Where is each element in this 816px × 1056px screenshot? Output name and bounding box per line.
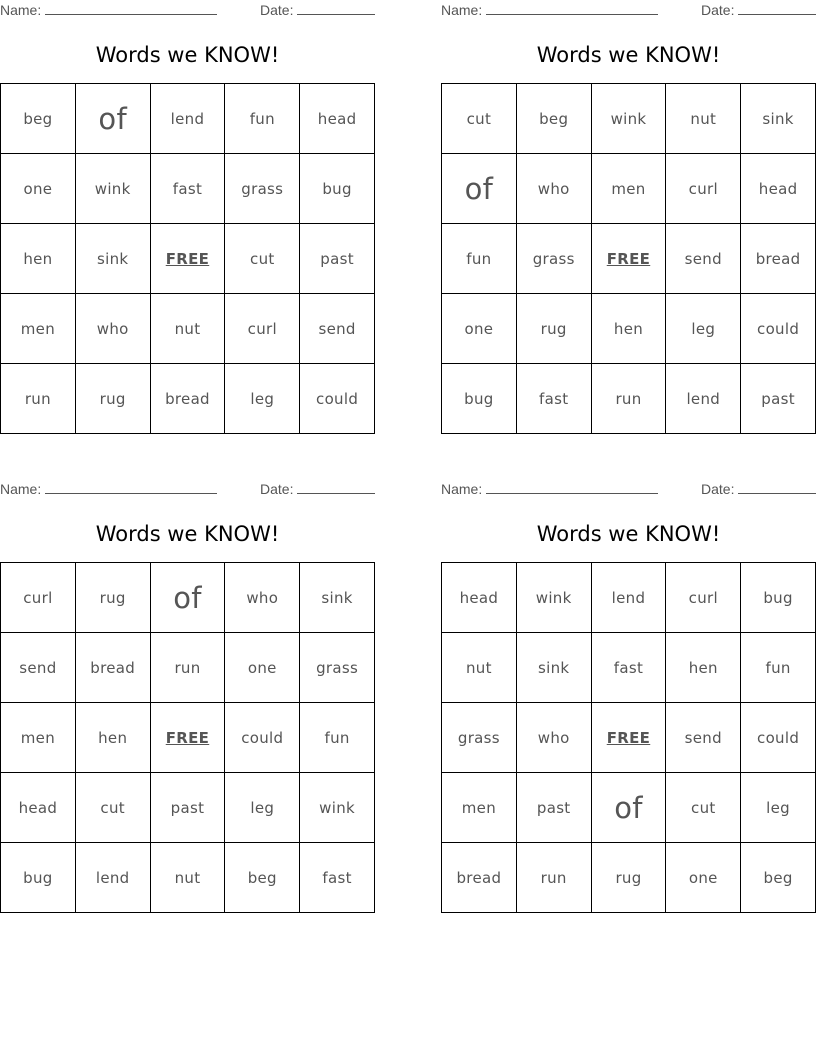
word-cell[interactable]: run xyxy=(150,633,225,703)
grid-row xyxy=(1,773,375,843)
word-cell[interactable]: hen xyxy=(666,633,741,703)
word-cell[interactable]: beg xyxy=(741,843,816,913)
word-cell[interactable]: nut xyxy=(666,84,741,154)
free-space-cell[interactable]: FREE xyxy=(591,224,666,294)
name-label: Name: xyxy=(441,481,483,497)
word-cell[interactable]: cut xyxy=(75,773,150,843)
date-blank-line[interactable] xyxy=(738,2,816,15)
name-field[interactable] xyxy=(0,2,217,18)
word-cell[interactable]: fun xyxy=(225,84,300,154)
word-cell[interactable]: fast xyxy=(591,633,666,703)
word-cell[interactable]: hen xyxy=(75,703,150,773)
word-cell[interactable]: bug xyxy=(1,843,76,913)
name-blank-line[interactable] xyxy=(486,2,658,15)
word-cell[interactable]: bread xyxy=(442,843,517,913)
word-cell[interactable]: cut xyxy=(442,84,517,154)
word-cell[interactable]: rug xyxy=(516,294,591,364)
word-cell[interactable]: head xyxy=(741,154,816,224)
word-cell[interactable]: rug xyxy=(75,364,150,434)
free-space-cell[interactable]: FREE xyxy=(150,703,225,773)
word-cell[interactable]: grass xyxy=(225,154,300,224)
card-title: Words we KNOW! xyxy=(95,43,280,67)
word-cell[interactable]: grass xyxy=(300,633,375,703)
word-cell[interactable]: past xyxy=(150,773,225,843)
word-cell[interactable]: rug xyxy=(591,843,666,913)
word-cell[interactable]: nut xyxy=(442,633,517,703)
word-cell[interactable]: head xyxy=(300,84,375,154)
word-cell[interactable]: sink xyxy=(741,84,816,154)
grid-row xyxy=(442,633,816,703)
date-label: Date: xyxy=(701,481,735,497)
word-cell[interactable]: could xyxy=(741,294,816,364)
word-cell[interactable]: men xyxy=(591,154,666,224)
word-cell[interactable]: one xyxy=(666,843,741,913)
grid-row xyxy=(1,364,375,434)
word-cell[interactable]: fast xyxy=(300,843,375,913)
word-cell[interactable]: sink xyxy=(516,633,591,703)
word-cell[interactable]: past xyxy=(516,773,591,843)
grid-row xyxy=(1,703,375,773)
word-cell[interactable]: curl xyxy=(666,154,741,224)
word-cell[interactable]: one xyxy=(442,294,517,364)
date-blank-line[interactable] xyxy=(297,2,375,15)
grid-row xyxy=(442,773,816,843)
word-cell[interactable]: lend xyxy=(150,84,225,154)
word-cell[interactable]: run xyxy=(516,843,591,913)
grid-row xyxy=(442,154,816,224)
word-cell[interactable]: grass xyxy=(516,224,591,294)
name-field[interactable] xyxy=(441,2,658,18)
bingo-grid xyxy=(0,83,375,434)
name-field[interactable] xyxy=(441,481,658,497)
word-cell[interactable]: send xyxy=(300,294,375,364)
card-header xyxy=(441,479,816,501)
grid-row xyxy=(442,364,816,434)
grid-row xyxy=(442,294,816,364)
date-field[interactable] xyxy=(260,481,375,497)
card-header xyxy=(0,0,375,22)
word-cell[interactable]: head xyxy=(442,563,517,633)
word-cell[interactable]: of xyxy=(150,563,225,633)
grid-row xyxy=(442,224,816,294)
word-cell[interactable]: beg xyxy=(225,843,300,913)
word-cell[interactable]: hen xyxy=(591,294,666,364)
card-header xyxy=(441,0,816,22)
word-cell[interactable]: who xyxy=(225,563,300,633)
word-cell[interactable]: send xyxy=(1,633,76,703)
date-field[interactable] xyxy=(260,2,375,18)
grid-row xyxy=(1,154,375,224)
word-cell[interactable]: fun xyxy=(442,224,517,294)
grid-row xyxy=(442,843,816,913)
word-cell[interactable]: bug xyxy=(442,364,517,434)
bingo-grid xyxy=(441,83,816,434)
card-title: Words we KNOW! xyxy=(536,522,721,546)
date-blank-line[interactable] xyxy=(738,481,816,494)
grid-row xyxy=(1,563,375,633)
bingo-grid xyxy=(441,562,816,913)
word-cell[interactable]: sink xyxy=(75,224,150,294)
word-cell[interactable]: of xyxy=(591,773,666,843)
word-cell[interactable]: of xyxy=(442,154,517,224)
word-cell[interactable]: who xyxy=(516,703,591,773)
word-cell[interactable]: fast xyxy=(150,154,225,224)
word-cell[interactable]: curl xyxy=(225,294,300,364)
card-title: Words we KNOW! xyxy=(95,522,280,546)
date-field[interactable] xyxy=(701,481,816,497)
word-cell[interactable]: fast xyxy=(516,364,591,434)
word-cell[interactable]: bug xyxy=(300,154,375,224)
name-label: Name: xyxy=(0,2,42,18)
word-cell[interactable]: bug xyxy=(741,563,816,633)
bingo-card-2 xyxy=(441,0,816,434)
bingo-card-4 xyxy=(441,479,816,913)
name-label: Name: xyxy=(0,481,42,497)
date-label: Date: xyxy=(701,2,735,18)
word-cell[interactable]: run xyxy=(1,364,76,434)
card-title: Words we KNOW! xyxy=(536,43,721,67)
word-cell[interactable]: wink xyxy=(75,154,150,224)
name-field[interactable] xyxy=(0,481,217,497)
word-cell[interactable]: of xyxy=(75,84,150,154)
word-cell[interactable]: curl xyxy=(1,563,76,633)
word-cell[interactable]: past xyxy=(300,224,375,294)
grid-row xyxy=(442,84,816,154)
word-cell[interactable]: cut xyxy=(225,224,300,294)
grid-row xyxy=(1,84,375,154)
word-cell[interactable]: beg xyxy=(516,84,591,154)
name-blank-line[interactable] xyxy=(486,481,658,494)
word-cell[interactable]: men xyxy=(1,294,76,364)
word-cell[interactable]: bread xyxy=(75,633,150,703)
word-cell[interactable]: leg xyxy=(741,773,816,843)
word-cell[interactable]: wink xyxy=(591,84,666,154)
word-cell[interactable]: could xyxy=(741,703,816,773)
free-space-cell[interactable]: FREE xyxy=(150,224,225,294)
word-cell[interactable]: leg xyxy=(666,294,741,364)
date-field[interactable] xyxy=(701,2,816,18)
word-cell[interactable]: send xyxy=(666,224,741,294)
word-cell[interactable]: head xyxy=(1,773,76,843)
word-cell[interactable]: who xyxy=(75,294,150,364)
word-cell[interactable]: lend xyxy=(75,843,150,913)
grid-row xyxy=(442,563,816,633)
word-cell[interactable]: could xyxy=(300,364,375,434)
word-cell[interactable]: rug xyxy=(75,563,150,633)
word-cell[interactable]: leg xyxy=(225,364,300,434)
word-cell[interactable]: sink xyxy=(300,563,375,633)
name-label: Name: xyxy=(441,2,483,18)
word-cell[interactable]: bread xyxy=(150,364,225,434)
word-cell[interactable]: curl xyxy=(666,563,741,633)
name-blank-line[interactable] xyxy=(45,2,217,15)
word-cell[interactable]: nut xyxy=(150,843,225,913)
grid-row xyxy=(1,633,375,703)
word-cell[interactable]: send xyxy=(666,703,741,773)
word-cell[interactable]: wink xyxy=(300,773,375,843)
word-cell[interactable]: men xyxy=(442,773,517,843)
word-cell[interactable]: cut xyxy=(666,773,741,843)
grid-row xyxy=(1,294,375,364)
word-cell[interactable]: fun xyxy=(741,633,816,703)
word-cell[interactable]: past xyxy=(741,364,816,434)
grid-row xyxy=(1,843,375,913)
word-cell[interactable]: could xyxy=(225,703,300,773)
grid-row xyxy=(1,224,375,294)
name-blank-line[interactable] xyxy=(45,481,217,494)
free-space-cell[interactable]: FREE xyxy=(591,703,666,773)
word-cell[interactable]: hen xyxy=(1,224,76,294)
date-label: Date: xyxy=(260,2,294,18)
word-cell[interactable]: leg xyxy=(225,773,300,843)
date-label: Date: xyxy=(260,481,294,497)
word-cell[interactable]: one xyxy=(1,154,76,224)
word-cell[interactable]: lend xyxy=(666,364,741,434)
card-header xyxy=(0,479,375,501)
word-cell[interactable]: who xyxy=(516,154,591,224)
date-blank-line[interactable] xyxy=(297,481,375,494)
word-cell[interactable]: lend xyxy=(591,563,666,633)
bingo-card-3 xyxy=(0,479,375,913)
bingo-card-1 xyxy=(0,0,375,434)
word-cell[interactable]: grass xyxy=(442,703,517,773)
word-cell[interactable]: bread xyxy=(741,224,816,294)
bingo-grid xyxy=(0,562,375,913)
word-cell[interactable]: men xyxy=(1,703,76,773)
word-cell[interactable]: wink xyxy=(516,563,591,633)
word-cell[interactable]: run xyxy=(591,364,666,434)
word-cell[interactable]: one xyxy=(225,633,300,703)
word-cell[interactable]: beg xyxy=(1,84,76,154)
grid-row xyxy=(442,703,816,773)
word-cell[interactable]: nut xyxy=(150,294,225,364)
word-cell[interactable]: fun xyxy=(300,703,375,773)
